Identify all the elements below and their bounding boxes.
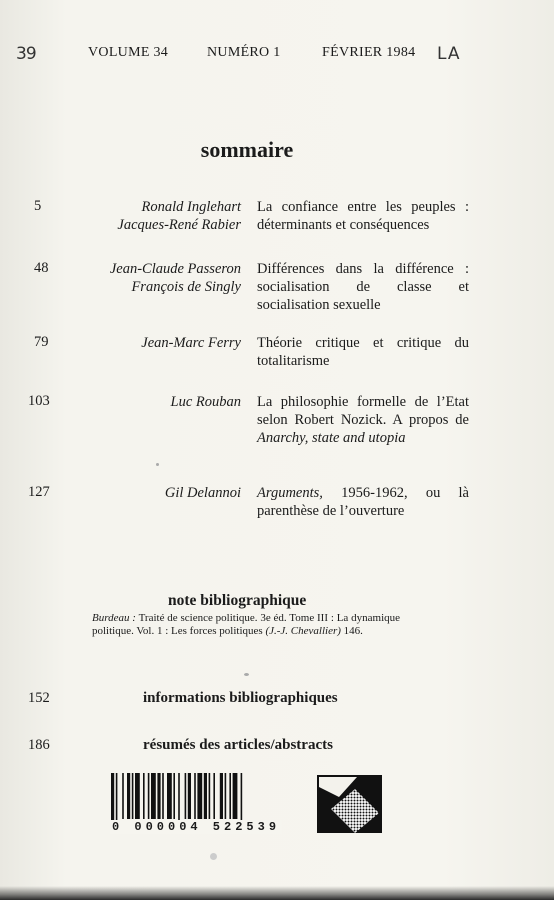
title-italic-text: Arguments,: [257, 485, 323, 501]
title-text: La philosophie formelle de l’Etat selon Robert Nozick. A propos de: [257, 394, 469, 428]
publisher-logo: [317, 775, 382, 833]
toc-page-number[interactable]: 5: [34, 198, 42, 214]
toc-authors: [117, 198, 241, 234]
toc-author: François de Singly: [131, 279, 241, 295]
toc-author: Gil Delannoi: [164, 485, 241, 501]
toc-author: Luc Rouban: [170, 394, 241, 410]
paper-speck: [210, 853, 217, 860]
toc-author: Ronald Inglehart: [141, 199, 241, 215]
volume-label: VOLUME 34: [88, 45, 169, 60]
section-page-number[interactable]: 152: [28, 690, 50, 706]
note-entry[interactable]: [92, 612, 400, 637]
toc-authors: [171, 393, 241, 411]
section-title[interactable]: résumés des articles/abstracts: [143, 737, 333, 753]
title-italic-text: Anarchy, state and utopia: [257, 430, 406, 446]
toc-page-number[interactable]: 79: [34, 334, 49, 350]
toc-page-number[interactable]: 127: [28, 484, 50, 500]
toc-author: Jean-Claude Passeron: [109, 261, 241, 277]
toc-authors: [110, 260, 241, 296]
toc-page-number[interactable]: 48: [34, 260, 49, 276]
toc-article-title[interactable]: Différences dans la différence : socialisation de classe et socialisation sexuelle: [257, 261, 469, 313]
title-text: 1956-1962, ou là parenthèse de l’ouverture: [257, 485, 469, 519]
toc-authors: [165, 484, 241, 502]
page-edge-shadow: [0, 886, 554, 900]
paper-speck: [244, 673, 249, 676]
handwritten-initials: LA: [437, 44, 461, 64]
section-title[interactable]: informations bibliographiques: [143, 690, 338, 706]
page-title: sommaire: [200, 137, 294, 162]
note-text: Traité de science politique. 3e éd. Tome III : La dynamique politique. Vol. 1 : Les forces politiques: [92, 612, 401, 637]
section-page-number[interactable]: 186: [28, 737, 50, 753]
note-author: Burdeau :: [92, 612, 136, 624]
toc-article-title[interactable]: La confiance entre les peuples : déterminants et conséquences: [257, 199, 469, 233]
note-reviewer: (J.-J. Chevallier): [265, 624, 341, 637]
paper-speck: [156, 463, 159, 466]
issue-number: NUMÉRO 1: [207, 45, 281, 60]
toc-article-title[interactable]: Théorie critique et critique du totalitarisme: [257, 335, 469, 369]
toc-article-title[interactable]: [257, 484, 469, 520]
barcode-number: 0 000004 522539: [112, 820, 281, 834]
toc-author: Jean-Marc Ferry: [141, 335, 241, 351]
note-page: 146.: [340, 624, 363, 637]
toc-article-title[interactable]: [257, 393, 469, 447]
toc-page-number[interactable]: 103: [28, 393, 50, 409]
note-section-title: note bibliographique: [168, 592, 307, 609]
toc-authors: [141, 334, 241, 352]
handwritten-number: 39: [16, 44, 36, 64]
issue-date: FÉVRIER 1984: [322, 45, 416, 60]
toc-author: Jacques-René Rabier: [117, 217, 241, 233]
